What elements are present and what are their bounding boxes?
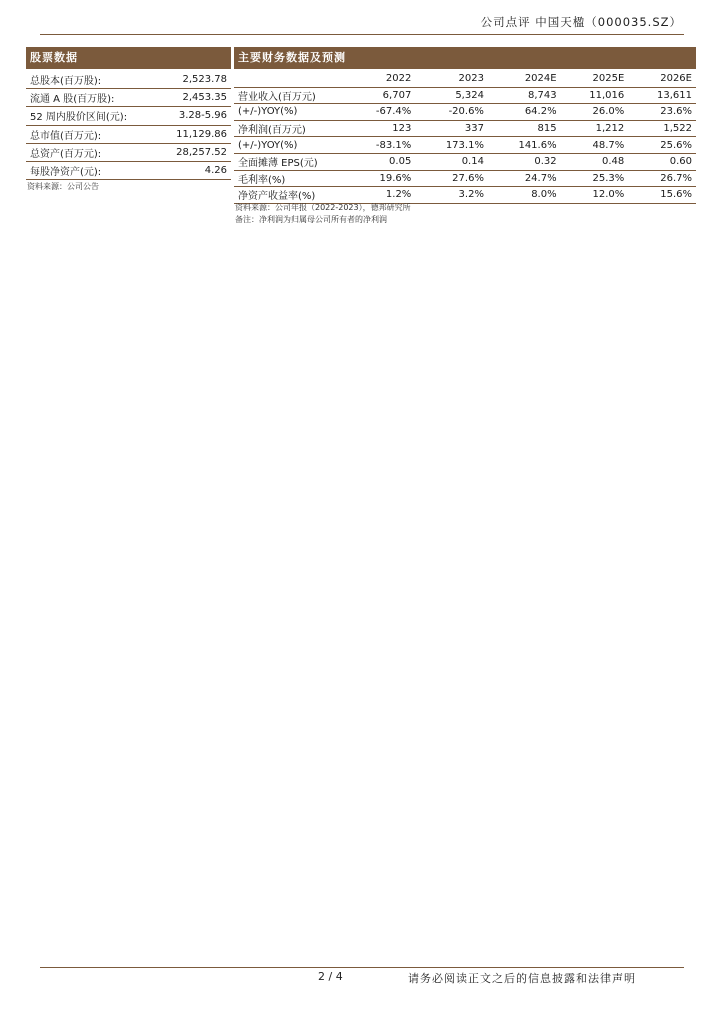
stock-row-label: 总股本(百万股): (26, 71, 157, 89)
metric-value: 3.2% (415, 187, 488, 204)
metric-value: 13,611 (628, 87, 696, 104)
table-row (26, 161, 231, 179)
stock-row-label: 流通 A 股(百万股): (26, 89, 157, 107)
table-row (234, 87, 696, 104)
table-header-row (234, 71, 696, 87)
stock-row-label: 总资产(百万元): (26, 143, 157, 161)
metric-value: 26.0% (561, 104, 629, 121)
table-row (26, 143, 231, 161)
metric-value: 27.6% (415, 170, 488, 187)
year-header: 2023 (415, 71, 488, 87)
footer-divider (40, 967, 684, 968)
header-divider (40, 34, 684, 35)
table-row (26, 125, 231, 143)
metric-label: 净资产收益率(%) (234, 187, 347, 204)
page-number: 2 / 4 (318, 970, 343, 983)
table-row (234, 120, 696, 137)
metric-value: -83.1% (347, 137, 415, 154)
metric-value: 64.2% (488, 104, 561, 121)
year-header: 2024E (488, 71, 561, 87)
year-header: 2025E (561, 71, 629, 87)
year-header: 2022 (347, 71, 415, 87)
legal-notice: 请务必阅读正文之后的信息披露和法律声明 (408, 972, 636, 985)
stock-row-value: 11,129.86 (157, 125, 231, 143)
stock-row-value: 2,523.78 (157, 71, 231, 89)
metric-value: 25.3% (561, 170, 629, 187)
stock-row-value: 2,453.35 (157, 89, 231, 107)
metric-value: 48.7% (561, 137, 629, 154)
table-row (26, 71, 231, 89)
metric-label: 净利润(百万元) (234, 120, 347, 137)
table-row (26, 107, 231, 125)
stock-row-label: 总市值(百万元): (26, 125, 157, 143)
report-header-title: 公司点评 中国天楹（000035.SZ） (480, 15, 682, 29)
financial-data-title: 主要财务数据及预测 (234, 47, 696, 69)
table-row (234, 170, 696, 187)
financial-data-table (234, 71, 696, 204)
metric-value: 12.0% (561, 187, 629, 204)
metric-label: 营业收入(百万元) (234, 87, 347, 104)
metric-value: 337 (415, 120, 488, 137)
metric-label: 全面摊薄 EPS(元) (234, 153, 347, 170)
table-row (26, 89, 231, 107)
table-row (234, 153, 696, 170)
metric-value: 1,522 (628, 120, 696, 137)
stock-data-table (26, 71, 231, 180)
metric-value: 0.14 (415, 153, 488, 170)
metric-value: 1,212 (561, 120, 629, 137)
stock-row-value: 4.26 (157, 161, 231, 179)
metric-value: 6,707 (347, 87, 415, 104)
financial-data-source: 资料来源：公司年报（2022-2023），德邦研究所 (235, 203, 411, 212)
metric-value: 8.0% (488, 187, 561, 204)
metric-value: 0.32 (488, 153, 561, 170)
metric-value: -67.4% (347, 104, 415, 121)
metric-value: 26.7% (628, 170, 696, 187)
year-header: 2026E (628, 71, 696, 87)
metric-label: 毛利率(%) (234, 170, 347, 187)
metric-value: 173.1% (415, 137, 488, 154)
metric-value: 5,324 (415, 87, 488, 104)
metric-value: 1.2% (347, 187, 415, 204)
financial-data-note: 备注：净利润为归属母公司所有者的净利润 (235, 215, 387, 224)
stock-row-label: 52 周内股价区间(元): (26, 107, 157, 125)
metric-value: 11,016 (561, 87, 629, 104)
header-blank (234, 71, 347, 87)
stock-row-label: 每股净资产(元): (26, 161, 157, 179)
stock-row-value: 3.28-5.96 (157, 107, 231, 125)
metric-label: (+/-)YOY(%) (234, 104, 347, 121)
metric-value: 19.6% (347, 170, 415, 187)
table-row (234, 187, 696, 204)
table-row (234, 104, 696, 121)
metric-value: 0.05 (347, 153, 415, 170)
metric-value: 815 (488, 120, 561, 137)
metric-value: 23.6% (628, 104, 696, 121)
metric-value: 25.6% (628, 137, 696, 154)
stock-row-value: 28,257.52 (157, 143, 231, 161)
metric-value: 0.60 (628, 153, 696, 170)
table-row (234, 137, 696, 154)
metric-value: 0.48 (561, 153, 629, 170)
stock-data-title: 股票数据 (26, 47, 231, 69)
metric-value: 15.6% (628, 187, 696, 204)
stock-data-source: 资料来源：公司公告 (27, 182, 99, 191)
metric-value: 8,743 (488, 87, 561, 104)
metric-value: -20.6% (415, 104, 488, 121)
metric-value: 24.7% (488, 170, 561, 187)
metric-value: 141.6% (488, 137, 561, 154)
metric-label: (+/-)YOY(%) (234, 137, 347, 154)
metric-value: 123 (347, 120, 415, 137)
